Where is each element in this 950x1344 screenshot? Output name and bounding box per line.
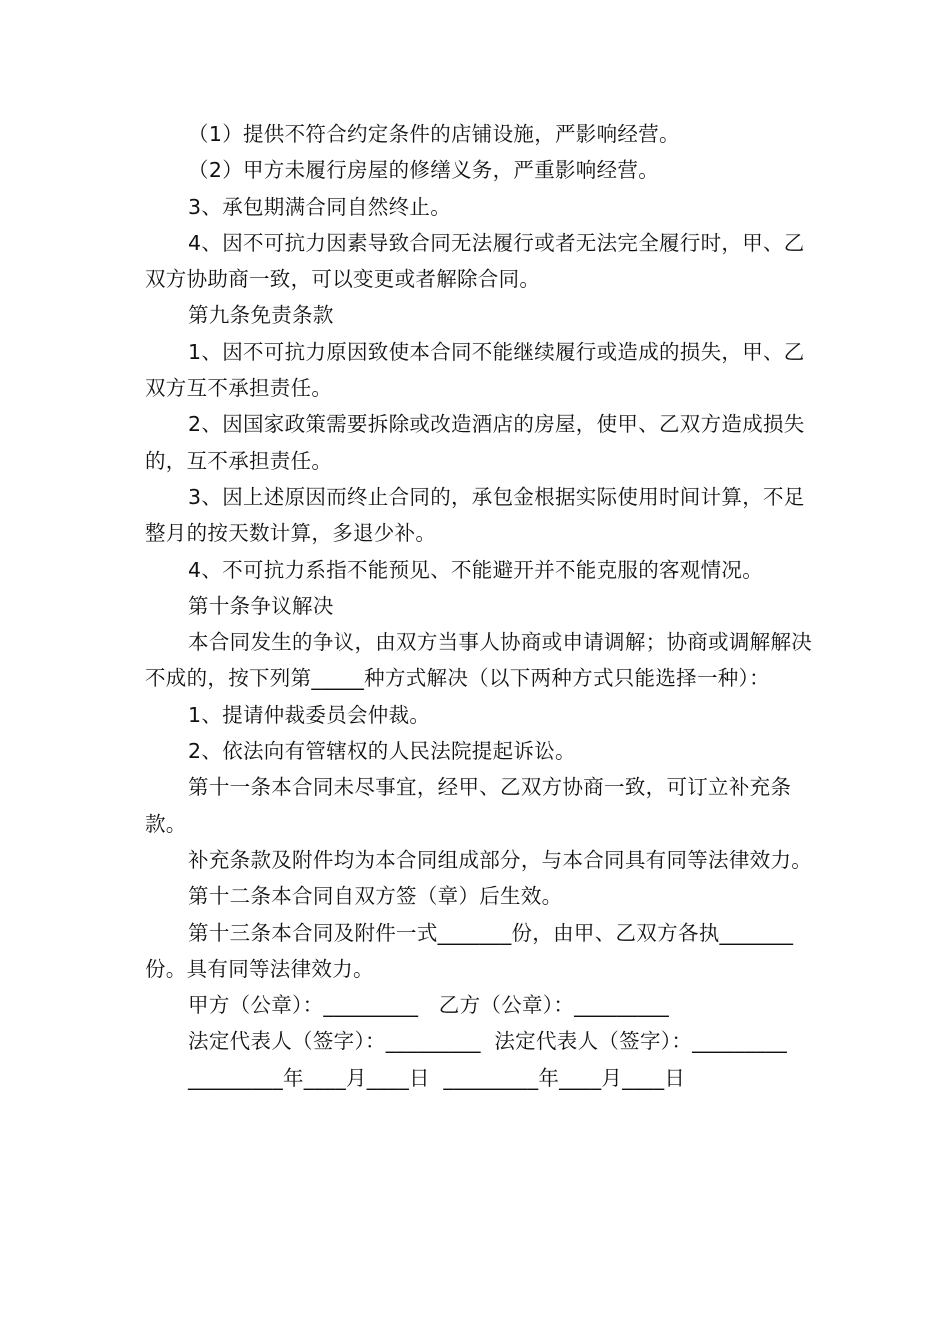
paragraph-exemption-1: 1、因不可抗力原因致使本合同不能继续履行或造成的损失，甲、乙双方互不承担责任。 [145,339,805,401]
paragraph-clause-2: （2）甲方未履行房屋的修缮义务，严重影响经营。 [188,158,659,183]
paragraph-dispute-resolution: 本合同发生的争议，由双方当事人协商或申请调解；协商或调解解决不成的，按下列第_____种方式解决（以下两种方式只能选择一种）： [145,630,813,691]
paragraph-exemption-2: 2、因国家政策需要拆除或改造酒店的房屋，使甲、乙双方造成损失的，互不承担责任。 [145,412,805,473]
paragraph-contract-expiry: 3、承包期满合同自然终止。 [188,194,451,219]
paragraph-litigation: 2、依法向有管辖权的人民法院提起诉讼。 [188,739,576,764]
paragraph-clause-1: （1）提供不符合约定条件的店铺设施，严影响经营。 [188,122,680,146]
signature-party-seals: 甲方（公章）：_________ 乙方（公章）：_________ [188,993,670,1018]
paragraph-article-13: 第十三条本合同及附件一式_______份，由甲、乙双方各执_______份。具有同等法律效力。 [145,920,794,981]
paragraph-article-12: 第十二条本合同自双方签（章）后生效。 [188,884,563,909]
contract-body [145,116,825,1096]
paragraph-supplementary-terms: 补充条款及附件均为本合同组成部分，与本合同具有同等法律效力。 [188,847,813,872]
heading-article-10: 第十条争议解决 [188,593,334,618]
paragraph-force-majeure-change: 4、因不可抗力因素导致合同无法履行或者无法完全履行时，甲、乙双方协助商一致，可以变更或者解除合同。 [145,230,805,292]
signature-dates: _________年____月____日 _________年____月____日 [188,1065,686,1090]
paragraph-article-11: 第十一条本合同未尽事宜，经甲、乙双方协商一致，可订立补充条款。 [145,775,792,836]
heading-article-9: 第九条免责条款 [188,303,334,328]
paragraph-arbitration: 1、提请仲裁委员会仲裁。 [188,702,431,727]
paragraph-exemption-3: 3、因上述原因而终止合同的，承包金根据实际使用时间计算，不足整月的按天数计算，多退少补。 [145,484,805,546]
paragraph-exemption-4: 4、不可抗力系指不能预见、不能避开并不能克服的客观情况。 [188,557,763,582]
signature-legal-representatives: 法定代表人（签字）：_________ 法定代表人（签字）：_________ [188,1029,788,1054]
